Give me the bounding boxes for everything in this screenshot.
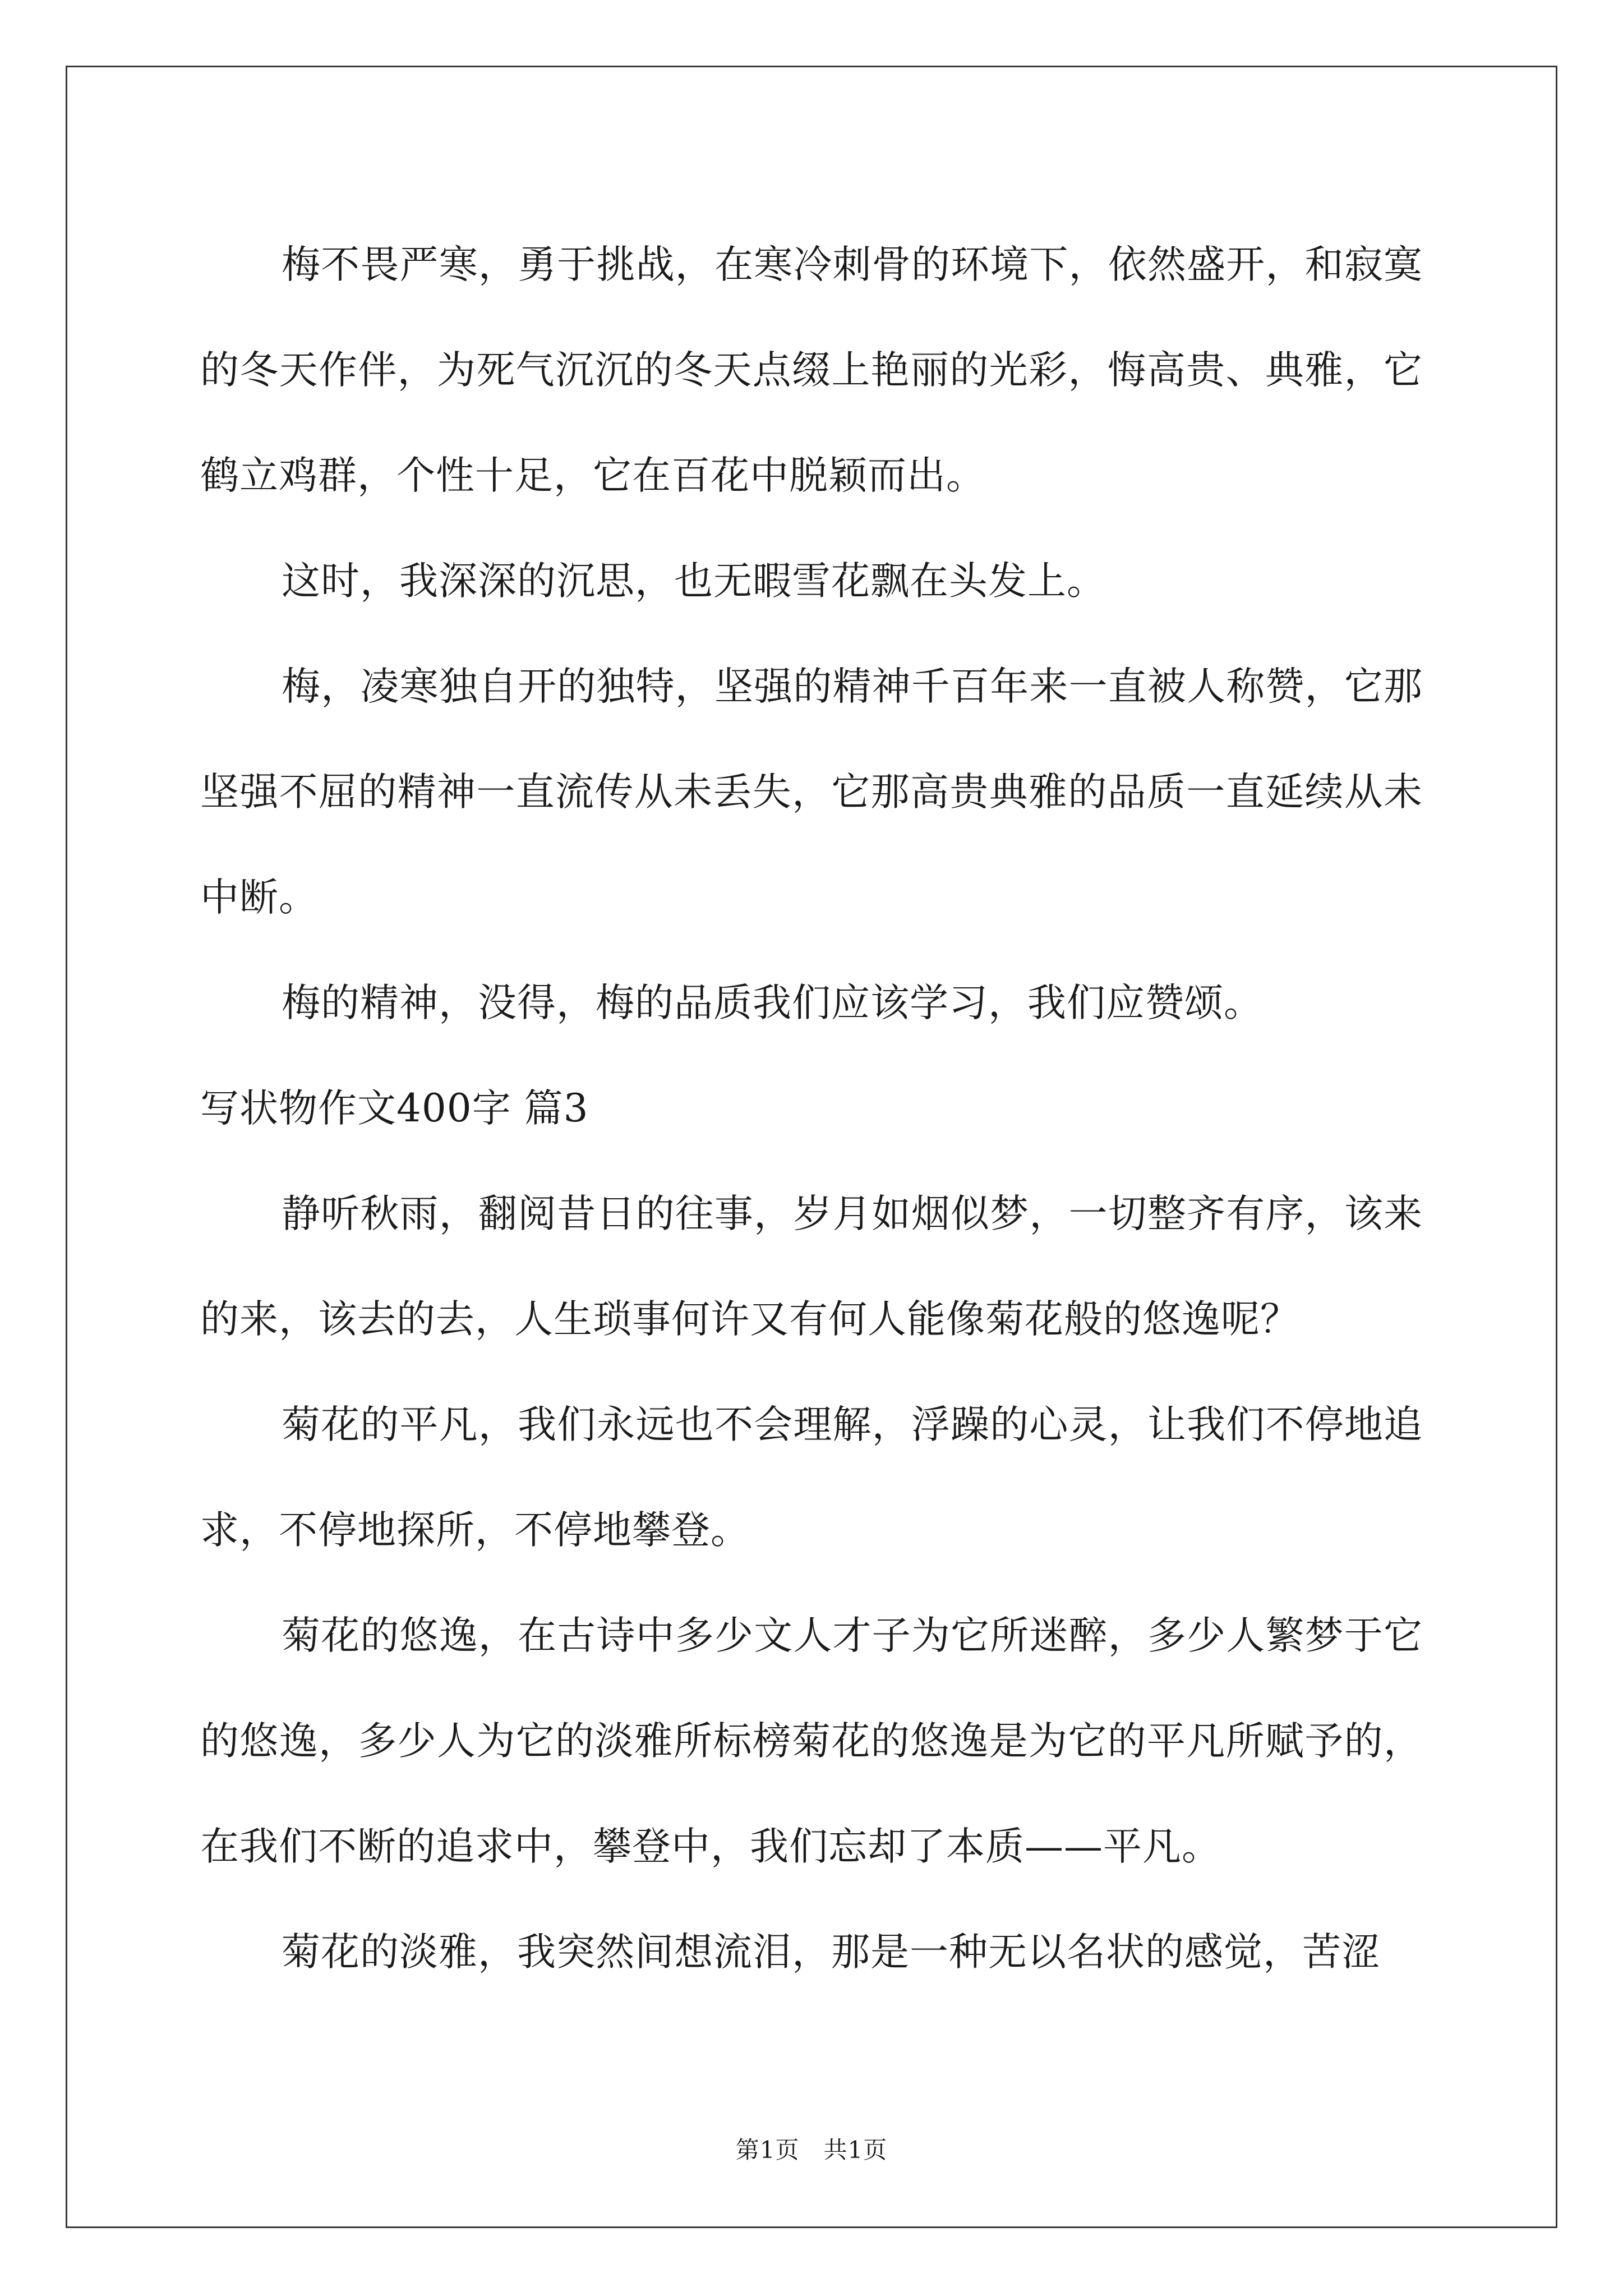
section-heading: 写状物作文400字 篇3 bbox=[200, 1086, 589, 1131]
paragraph: 静听秋雨，翻阅昔日的往事，岁月如烟似梦，一切整齐有序，该来的来，该去的去，人生琐事何许又有何人能像菊花般的悠逸呢？ bbox=[200, 1191, 1423, 1342]
paragraph: 梅的精神，没得，梅的品质我们应该学习，我们应赞颂。 bbox=[282, 981, 1263, 1025]
page-number-label: 第1页 共1页 bbox=[735, 2136, 888, 2164]
paragraph: 菊花的淡雅，我突然间想流泪，那是一种无以名状的感觉，苦涩 bbox=[282, 1930, 1381, 1975]
paragraph: 梅，凌寒独自开的独特，坚强的精神千百年来一直被人称赞，它那坚强不屈的精神一直流传从未丢失，它那高贵典雅的品质一直延续从未中断。 bbox=[200, 664, 1423, 920]
paragraph: 这时，我深深的沉思，也无暇雪花飘在头发上。 bbox=[282, 559, 1106, 604]
paragraph: 菊花的悠逸，在古诗中多少文人才子为它所迷醉，多少人繁梦于它的悠逸，多少人为它的淡雅所标榜菊花的悠逸是为它的平凡所赋予的，在我们不断的追求中，攀登中，我们忘却了本质——平凡。 bbox=[200, 1613, 1423, 1869]
paragraph: 梅不畏严寒，勇于挑战，在寒冷刺骨的环境下，依然盛开，和寂寞的冬天作伴，为死气沉沉的冬天点缀上艳丽的光彩，悔高贵、典雅，它鹤立鸡群，个性十足，它在百花中脱颖而出。 bbox=[200, 242, 1423, 498]
page-footer bbox=[0, 2132, 1623, 2165]
document-body bbox=[200, 212, 1423, 2005]
paragraph: 菊花的平凡，我们永远也不会理解，浮躁的心灵，让我们不停地追求，不停地探所，不停地攀登。 bbox=[200, 1402, 1423, 1553]
